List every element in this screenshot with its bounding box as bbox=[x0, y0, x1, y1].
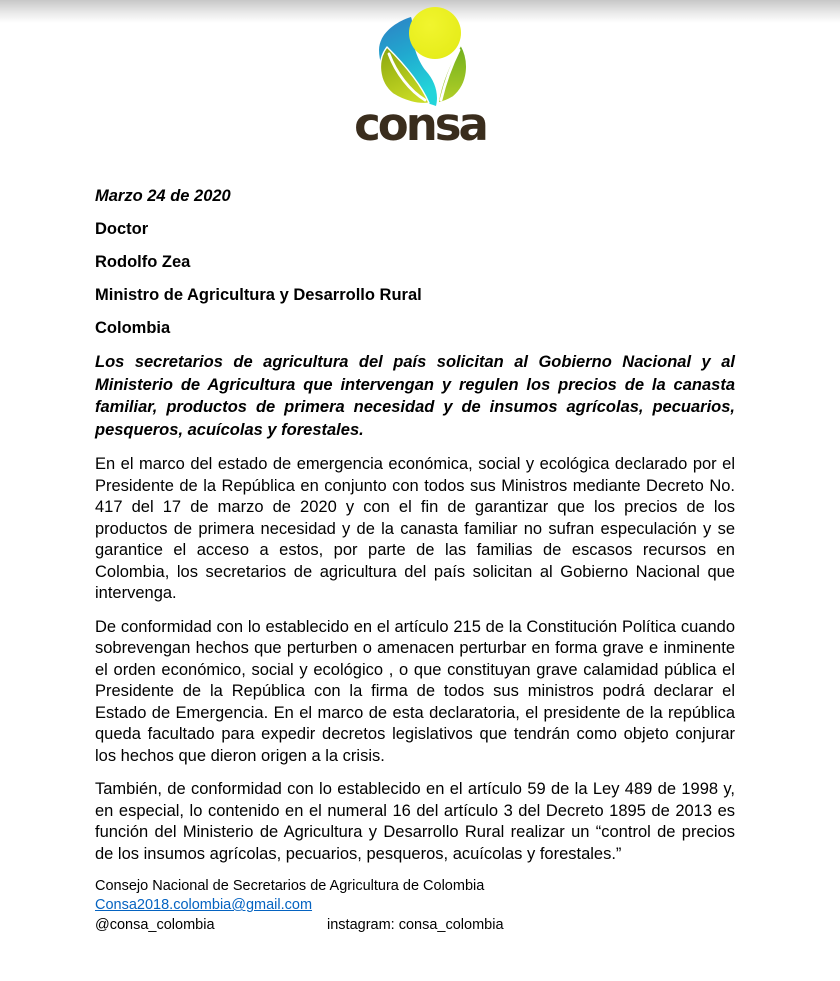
letter-footer bbox=[95, 877, 735, 935]
body-paragraph-1: En el marco del estado de emergencia económica, social y ecológica declarado por el Presidente de la República en conjunto con todos sus Ministros mediante Decreto No. 417 del 17 de marzo de 2020 y con el fin de garantizar que los precios de los productos de primera necesidad y de la canasta familiar no sufran especulación y se garantice el acceso a estos, por parte de las familias de escasos recursos en Colombia, los secretarios de agricultura del país solicitan al Gobierno Nacional que intervenga. bbox=[95, 455, 735, 602]
recipient-country: Colombia bbox=[95, 319, 171, 337]
recipient-name: Rodolfo Zea bbox=[95, 253, 191, 271]
body-paragraph-2: De conformidad con lo establecido en el artículo 215 de la Constitución Política cuando sobrevengan hechos que perturben o amenacen perturbar en forma grave e inminente el orden económico, social y ecológico , o que constituyan grave calamidad pública el Presidente de la República con la firma de todos sus ministros podrá declarar el Estado de Emergencia. En el marco de esta declaratoria, el presidente de la república queda facultado para expedir decretos legislativos que tendrán como objeto conjurar los hechos que dieron origen a la crisis. bbox=[95, 617, 735, 765]
consa-logo bbox=[0, 0, 840, 151]
footer-organization: Consejo Nacional de Secretarios de Agricultura de Colombia bbox=[95, 878, 485, 894]
letter-body bbox=[95, 186, 735, 935]
recipient-title: Doctor bbox=[95, 220, 149, 238]
letter-date: Marzo 24 de 2020 bbox=[95, 187, 231, 205]
footer-email-link[interactable]: Consa2018.colombia@gmail.com bbox=[95, 897, 313, 913]
footer-social-line bbox=[95, 916, 735, 935]
body-paragraph-3: También, de conformidad con lo establecido en el artículo 59 de la Ley 489 de 1998 y, en especial, lo contenido en el numeral 16 del artículo 3 del Decreto 1895 de 2013 es función del Ministerio de Agricultura y Desarrollo Rural realizar un “control de precios de los insumos agrícolas, pecuarios, pesqueros, acuícolas y forestales.” bbox=[95, 780, 735, 863]
consa-logo-icon bbox=[373, 5, 468, 108]
logo-wordmark: consa bbox=[354, 98, 486, 151]
recipient-role: Ministro de Agricultura y Desarrollo Rural bbox=[95, 286, 422, 304]
footer-twitter-handle: @consa_colombia bbox=[95, 917, 215, 933]
footer-instagram-handle: instagram: consa_colombia bbox=[327, 917, 504, 933]
logo-sun bbox=[409, 7, 461, 59]
lead-paragraph: Los secretarios de agricultura del país solicitan al Gobierno Nacional y al Ministerio de Agricultura que intervengan y regulen los precios de la canasta familiar, productos de primera necesidad y de insumos agrícolas, pecuarios, pesqueros, acuícolas y forestales. bbox=[95, 353, 735, 439]
